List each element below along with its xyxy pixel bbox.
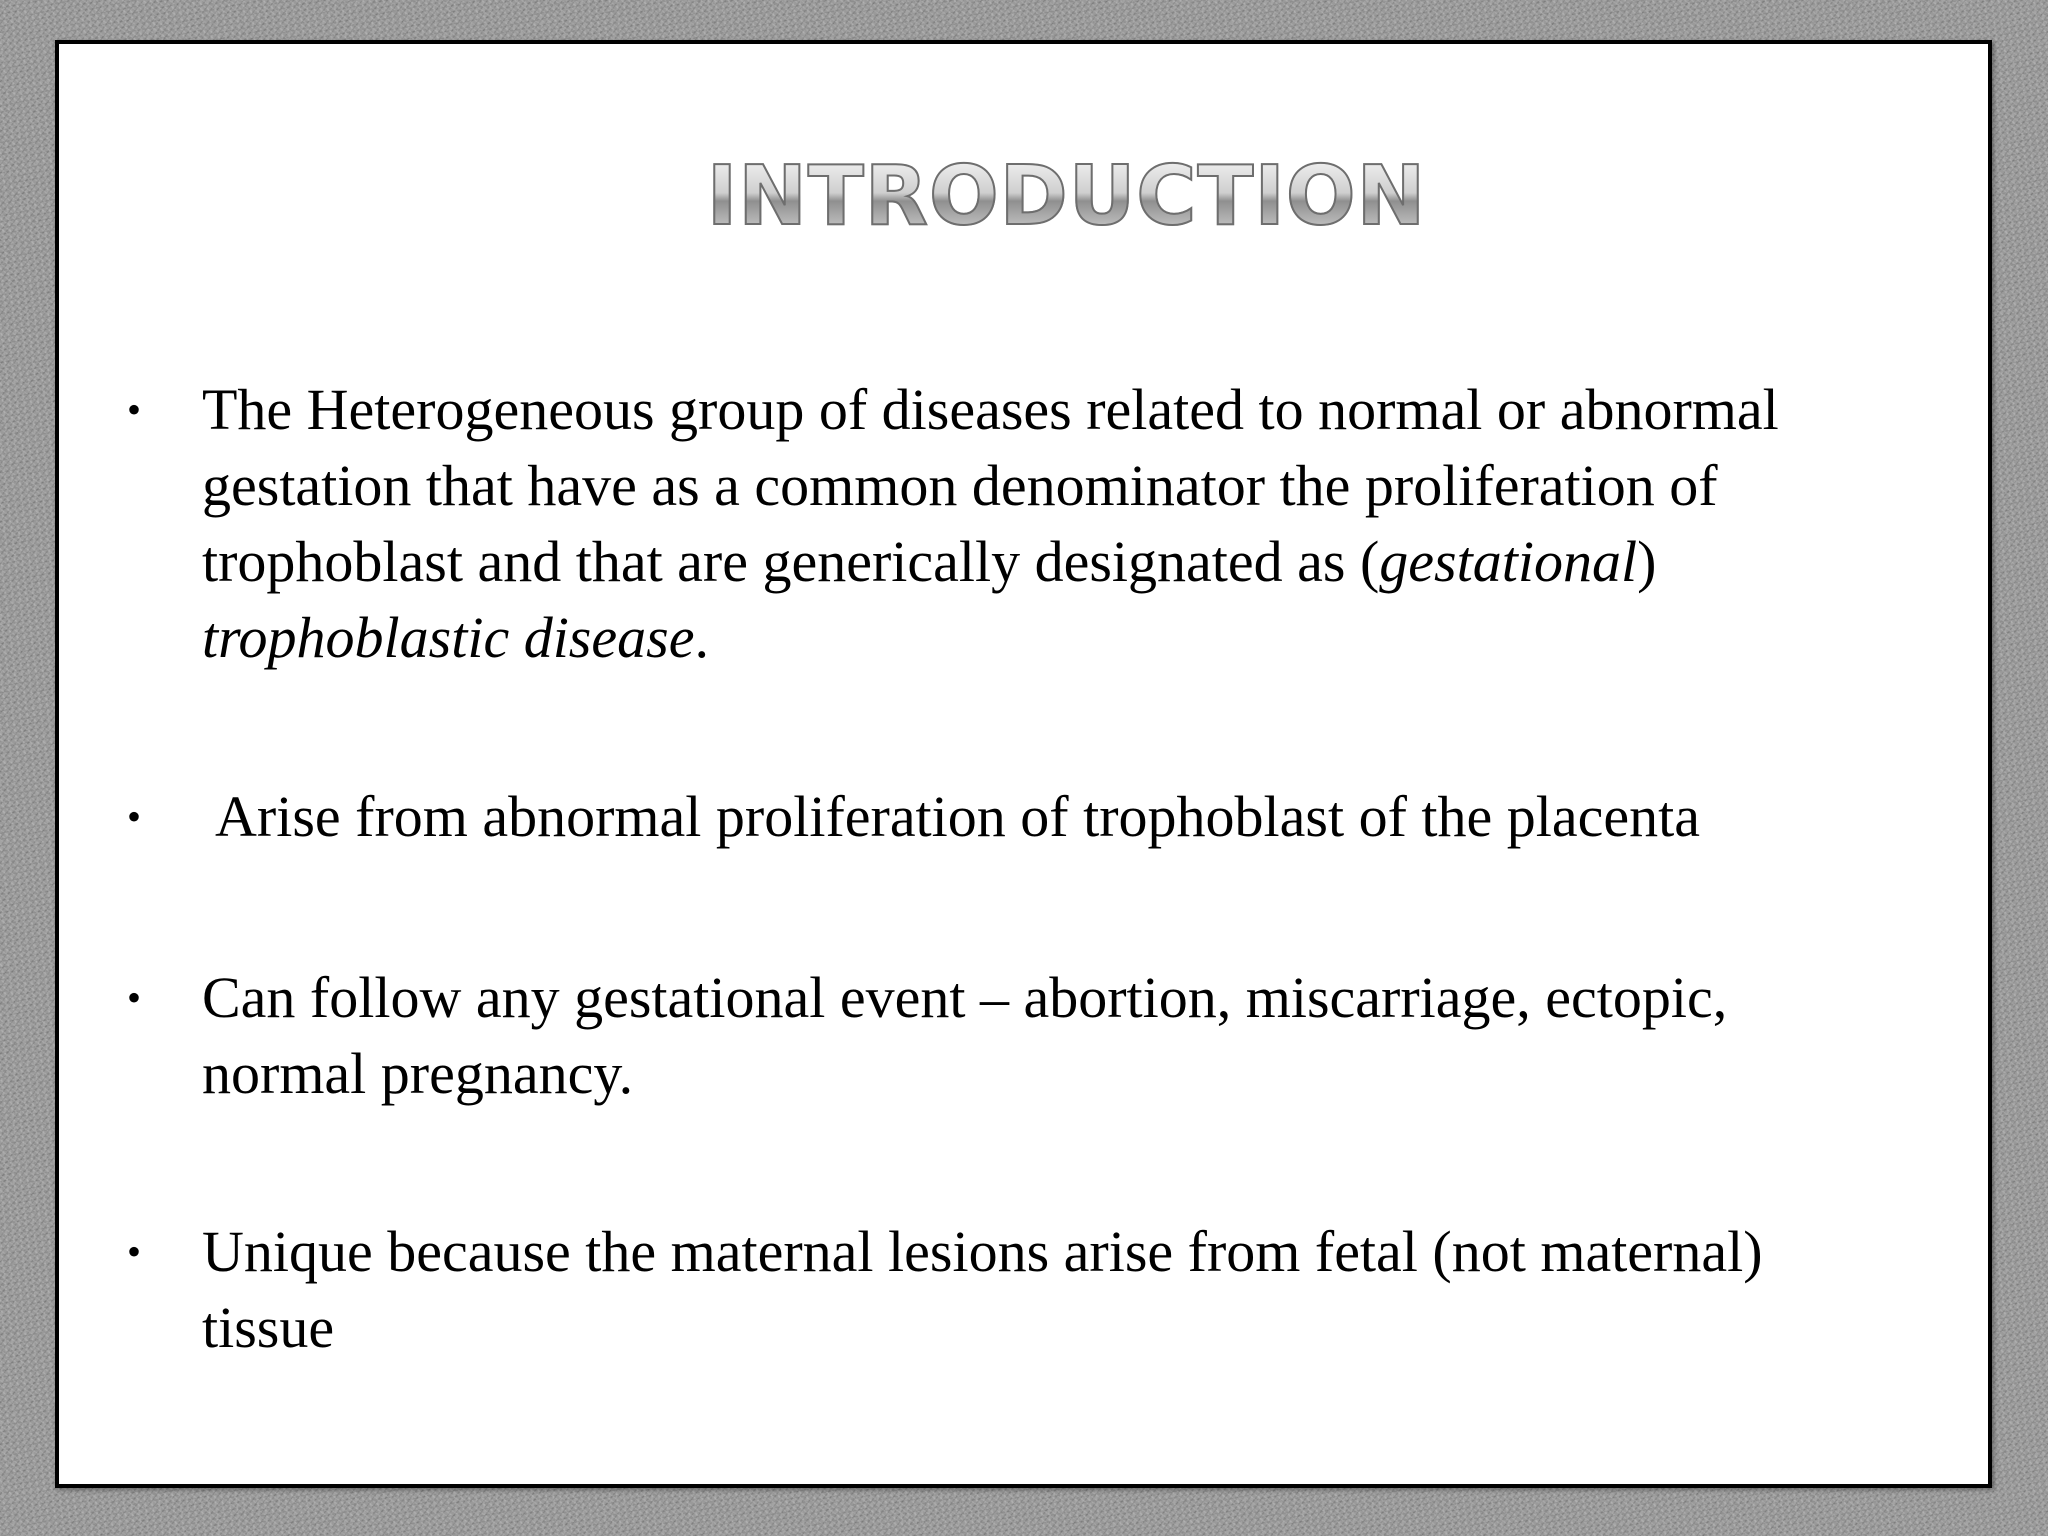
bullet-text xyxy=(202,372,1982,676)
bullet-line: normal pregnancy. xyxy=(202,1041,634,1106)
bullet-line: Unique because the maternal lesions arise from fetal (not maternal) xyxy=(202,1219,1763,1284)
bullet-line-part: ) xyxy=(1637,529,1657,594)
bullet-marker: • xyxy=(127,794,142,839)
bullet-line-part: trophoblast and that are generically designated as ( xyxy=(202,529,1380,594)
bullet-text xyxy=(202,960,1982,1112)
italic-term-gestational: gestational xyxy=(1379,529,1638,594)
bullet-text xyxy=(202,1214,1982,1366)
bullet-line: gestation that have as a common denominator the proliferation of xyxy=(202,453,1718,518)
bullet-line: tissue xyxy=(202,1295,335,1360)
bullet-line: Can follow any gestational event – abortion, miscarriage, ectopic, xyxy=(202,965,1728,1030)
bullet-line-part: . xyxy=(694,605,709,670)
slide-frame xyxy=(55,40,1992,1488)
bullet-text: Arise from abnormal proliferation of trophoblast of the placenta xyxy=(215,784,1700,849)
slide-title: INTRODUCTION xyxy=(59,156,2048,238)
bullet-marker: • xyxy=(127,387,142,432)
bullet-marker: • xyxy=(127,1229,142,1274)
bullet-line: The Heterogeneous group of diseases related to normal or abnormal xyxy=(202,377,1779,442)
italic-term-trophoblastic-disease: trophoblastic disease xyxy=(202,605,695,670)
bullet-marker: • xyxy=(127,975,142,1020)
